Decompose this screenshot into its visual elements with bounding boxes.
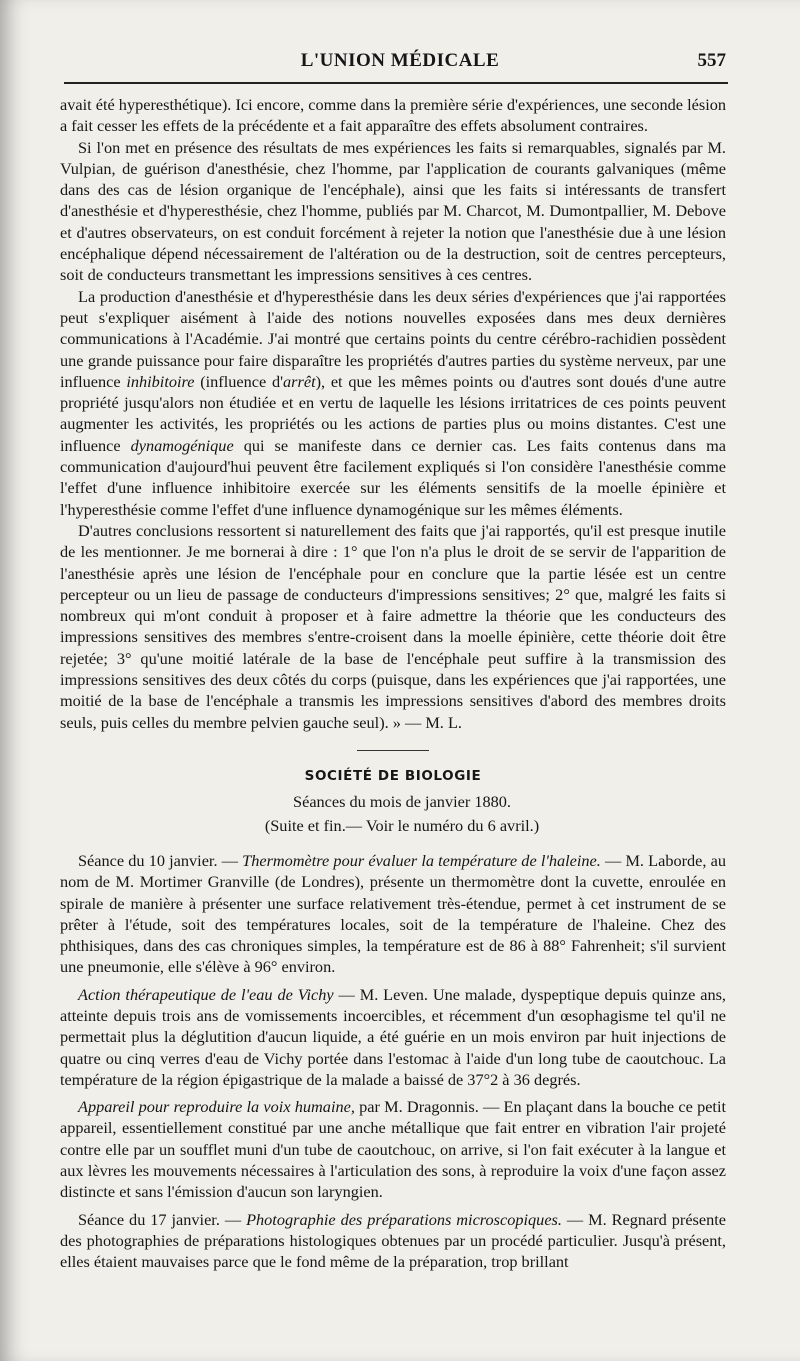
entry-heading: Thermomètre pour évaluer la température de l'haleine. xyxy=(242,850,601,870)
paragraph-text: La production d'anesthésie et d'hyperesthésie dans les deux séries d'expériences que j'ai rapportées peut s'expliquer aisément à l'aide des notions nouvelles exposées dans mes deux dernières communications à l'Académie. J'ai montré que certains points du centre cérébro-rachidien possèdent une grande puissance pour faire disparaître les propriétés d'autres parties du système nerveux, par une influence xyxy=(60,286,726,391)
entry-heading: Photographie des préparations microscopiques. xyxy=(246,1209,562,1229)
entry-heading: Action thérapeutique de l'eau de Vichy xyxy=(78,984,334,1004)
paragraph-text: ), et que les mêmes points ou d'autres sont doués d'une autre propriété jusqu'alors non étudiée et en vertu de laquelle les lésions irritatrices de ces points peuvent augmenter les activités, les propriétés ou les actions de parties plus ou moins distantes. C'est une influence xyxy=(60,371,727,455)
continuation-note: (Suite et fin.— Voir le numéro du 6 avril.) xyxy=(264,815,540,835)
entry-heading: Appareil pour reproduire la voix humaine, xyxy=(78,1097,355,1117)
italic-term: dynamogénique xyxy=(130,435,234,455)
section-title: SOCIÉTÉ DE BIOLOGIE xyxy=(304,767,482,784)
running-head xyxy=(0,50,800,74)
paragraph-production xyxy=(60,286,726,520)
header-rule xyxy=(64,82,728,84)
session-date: Séance du 17 janvier. — xyxy=(78,1209,247,1229)
entry-text: — M. Leven. Une malade, dyspeptique depuis quinze ans, atteinte depuis trois ans de vomissements incoercibles, et récemment d'un œsophagisme tel qu'il ne permettait plus la déglutition d'aucun liquide, a été guérie en un mois environ par huit injections de quatre ou cinq verres d'eau de Vichy portée dans l'estomac à l'aide d'un long tube de caoutchouc. La température de la région épigastrique de la malade a baissé de 37°2 à 36 degrés. xyxy=(60,984,726,1089)
entry-vichy xyxy=(60,984,726,1090)
paragraph-text: qui se manifeste dans ce dernier cas. Les faits contenus dans ma communication d'aujourd'hui peuvent être facilement expliqués si l'on considère l'anesthésie comme l'effet d'une influence inhibitoire exercée sur les éléments sensitifs de la moelle épinière et l'hyperesthésie comme l'effet d'une influence dynamogénique sur les mêmes éléments. xyxy=(60,435,726,519)
entry-text: par M. Dragonnis. — En plaçant dans la bouche ce petit appareil, essentiellement constitué par une anche métallique que fait entrer en vibration l'air projeté contre elle par un soufflet muni d'un tube de caoutchouc, on arrive, si l'on fait exécuter à la langue et aux lèvres les mouvements nécessaires à l'articulation des sons, à reproduire la voix d'une façon assez distincte et sans l'émission d'aucun son laryngien. xyxy=(60,1097,726,1202)
spacer xyxy=(60,838,726,850)
session-date: Séance du 10 janvier. — xyxy=(78,850,243,870)
paragraph-conclusions: D'autres conclusions ressortent si naturellement des faits que j'ai rapportés, qu'il est presque inutile de les mentionner. Je me bornerai à dire : 1° que l'on n'a plus le droit de se servir de l'apparition de l'anesthésie après une lésion de l'encéphale pour en conclure que la partie lésée est un centre percepteur ou un lieu de passage de conducteurs d'impressions sensitives; 2° que, malgré les faits si nombreux qui m'ont conduit à proposer et à faire admettre la théorie que les conducteurs des impressions sensitives des membres s'entre-croisent dans la moelle épinière, cette théorie doit être rejetée; 3° qu'une moitié latérale de la base de l'encéphale peut suffire à la transmission des impressions sensitives des deux côtés du corps (puisque, dans les expériences que j'ai rapportées, une moitié de la base de l'encéphale a transmis les impressions sensitives d'abord des membres droits seuls, puis celles du membre pelvien gauche seul). » — M. L. xyxy=(60,520,726,732)
entry-photography xyxy=(60,1209,726,1273)
article-body xyxy=(60,94,726,1273)
entry-voice-apparatus xyxy=(60,1096,726,1202)
entry-text: — M. Laborde, au nom de M. Mortimer Granville (de Londres), présente un thermomètre dont la cuvette, enroulée en spirale de manière à présenter une surface relativement très-étendue, permet à cet instrument de se prêter à l'étude, soit des températures locales, soit de la température de l'haleine. Chez des phthisiques, dans des cas chroniques simples, la température est de 86 à 88° Fahrenheit; s'il survient une pneumonie, elle s'élève à 96° environ. xyxy=(60,850,726,977)
italic-term: inhibitoire xyxy=(126,371,195,391)
section-divider xyxy=(357,750,429,751)
page-number: 557 xyxy=(697,50,726,71)
entry-text: — M. Regnard présente des photographies de préparations histologiques obtenues par un procédé particulier. Jusqu'à présent, elles étaient mauvaises parce que le fond même de la préparation, trop brillant xyxy=(60,1209,726,1272)
italic-term: arrêt xyxy=(283,371,316,391)
journal-title: L'UNION MÉDICALE xyxy=(300,50,500,71)
sessions-subtitle: Séances du mois de janvier 1880. xyxy=(293,791,511,811)
paragraph-text: (influence d' xyxy=(194,371,284,391)
paragraph-continued: avait été hyperesthétique). Ici encore, comme dans la première série d'expériences, une seconde lésion a fait cesser les effets de la précédente et a fait apparaître des effets absolument contraires. xyxy=(60,95,726,136)
paragraph-vulpian: Si l'on met en présence des résultats de mes expériences les faits si remarquables, signalés par M. Vulpian, de guérison d'anesthésie, chez l'homme, par l'application de courants galvaniques (même dans des cas de lésion organique de l'encéphale), ainsi que les faits si intéressants de transfert d'anesthésie et d'hyperesthésie, chez l'homme, publiés par M. Charcot, M. Dumontpallier, M. Debove et d'autres observateurs, on est conduit forcément à rejeter la notion que l'anesthésie due à une lésion encéphalique dépend nécessairement de l'altération ou de la destruction, soit de centres percepteurs, soit de conducteurs transmettant les impressions sensitives à ces centres. xyxy=(60,137,726,285)
entry-thermometer xyxy=(60,850,726,978)
